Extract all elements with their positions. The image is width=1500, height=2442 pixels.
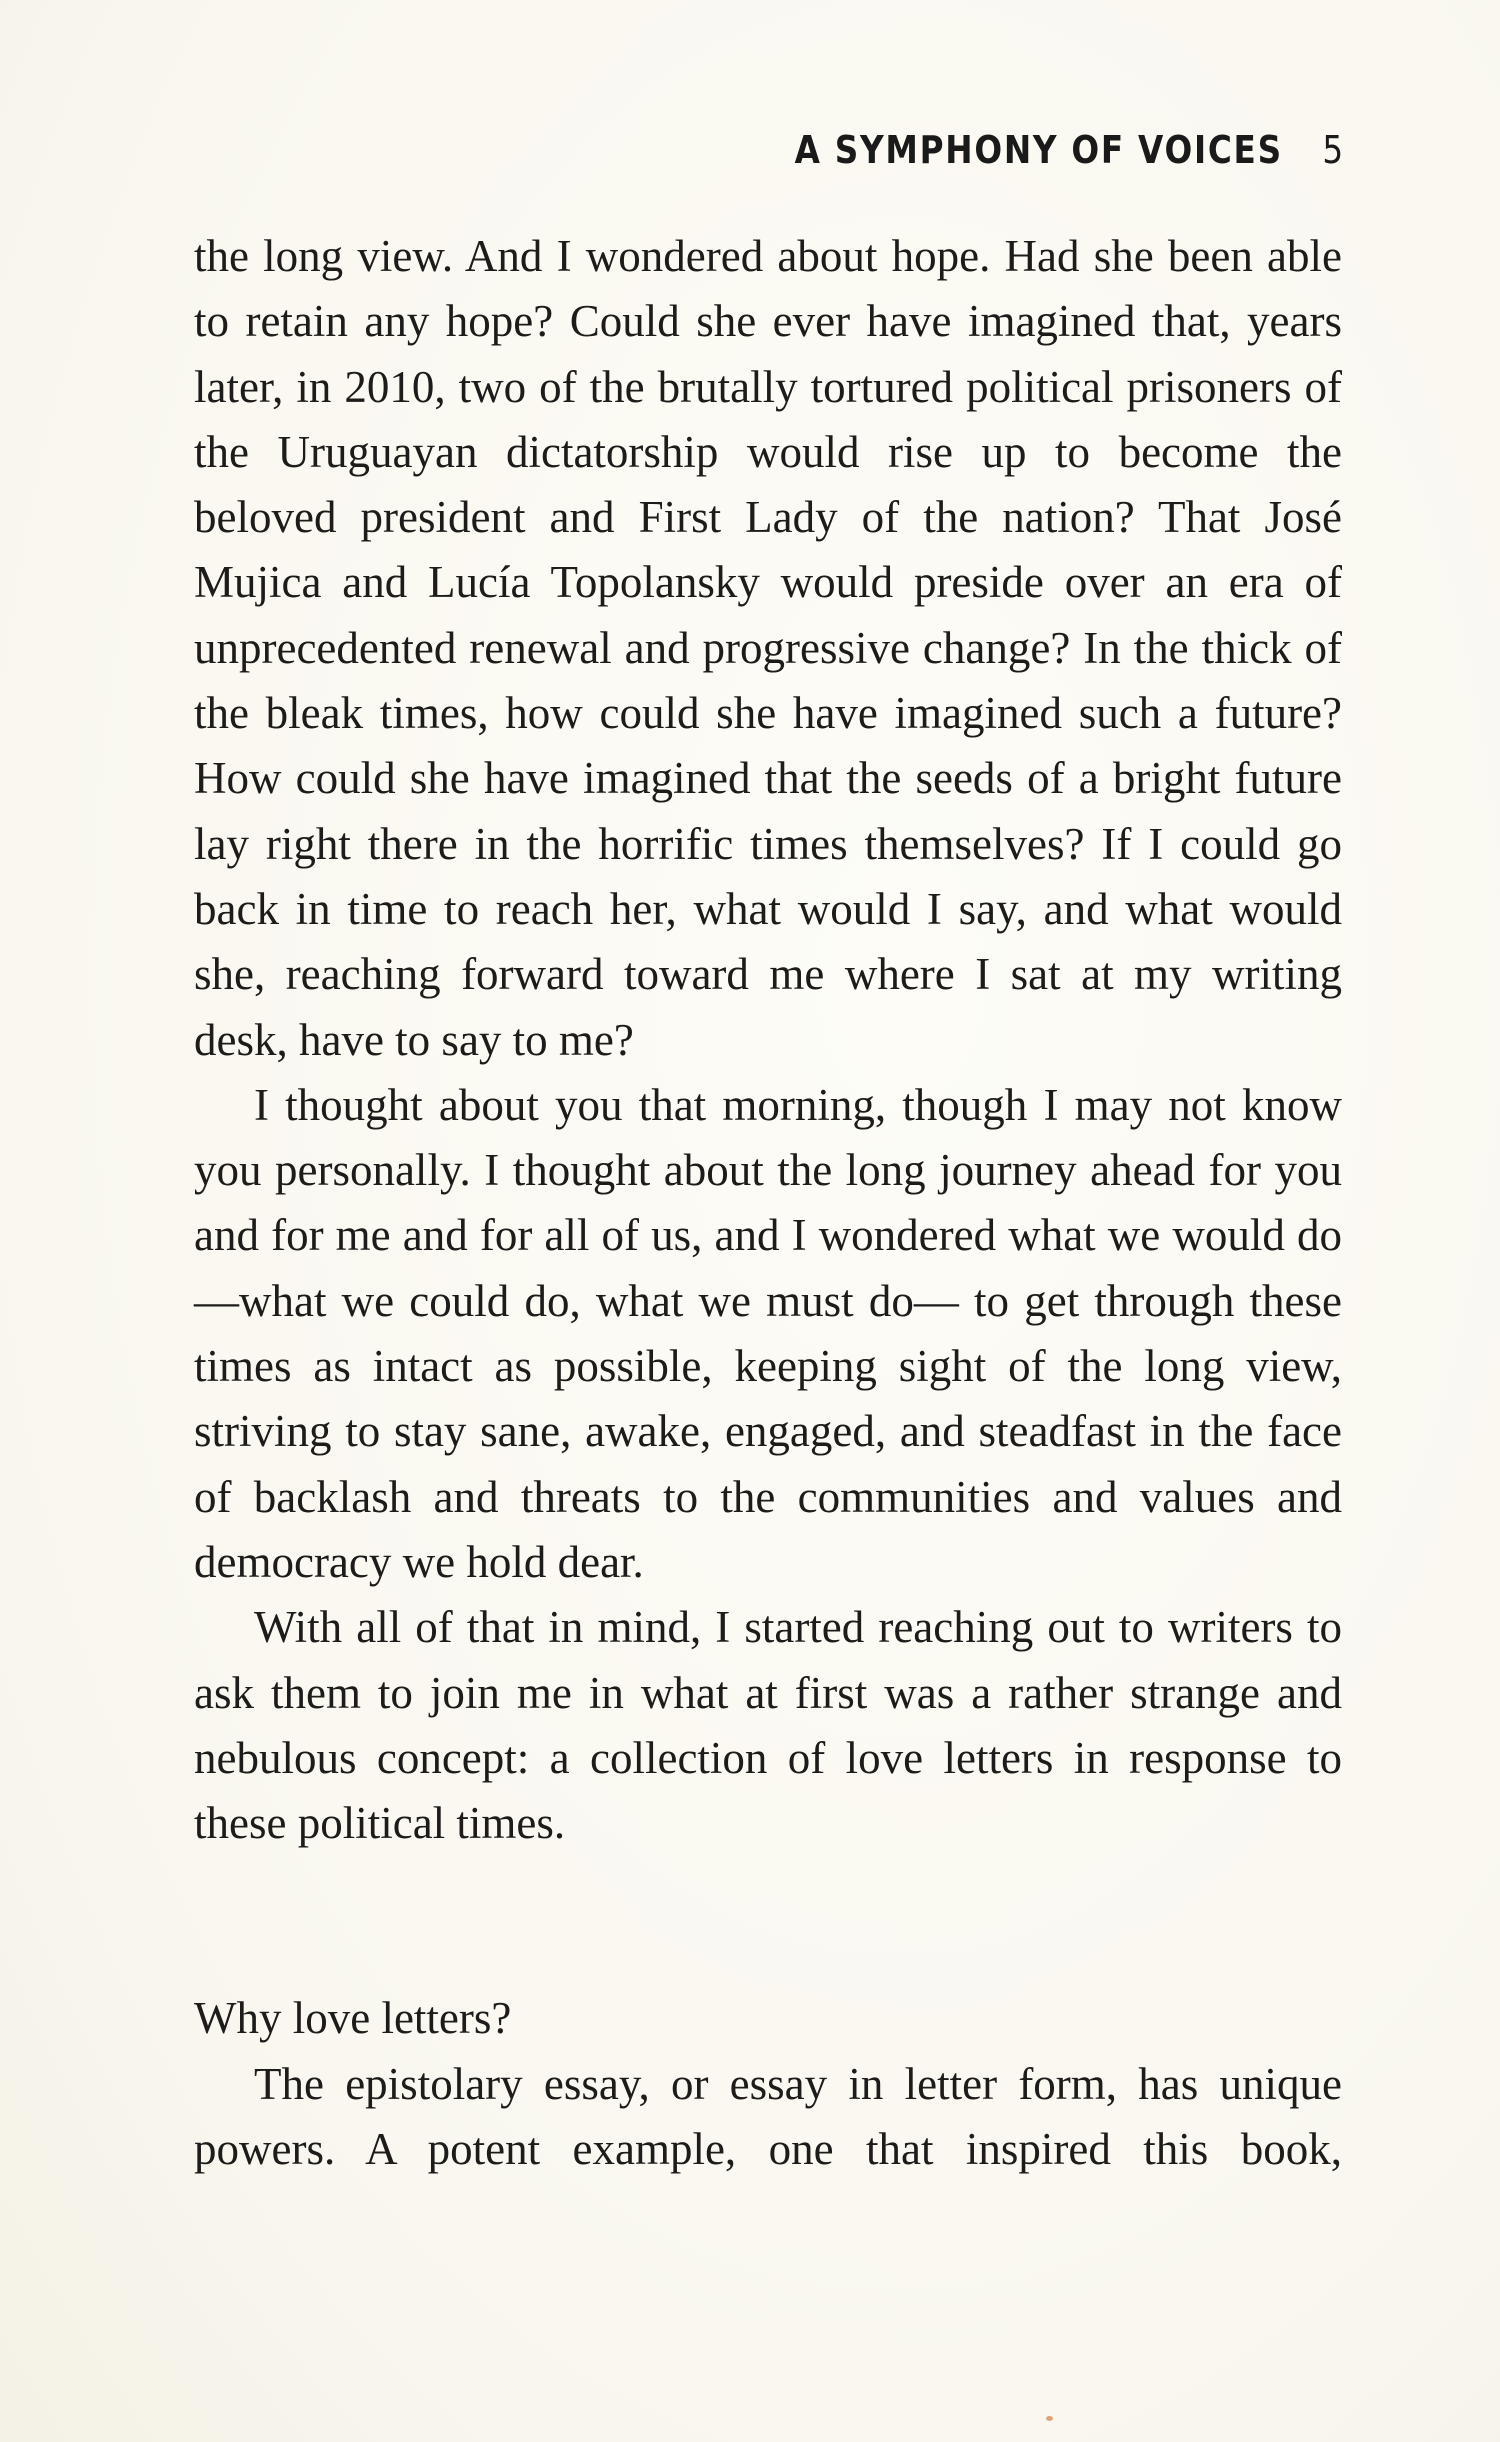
section-opening-line: Why love letters? (194, 1993, 512, 2044)
paper-speck (1046, 2416, 1053, 2421)
paragraph: I thought about you that morning, though I may not know you personally. I thought about the long journey ahead for you and for me and for all of us, and I wondered what we would do—what we could do, what we must do— to get through these times as intact as possible, keeping sight of the long view, striving to stay sane, awake, engaged, and steadfast in the face of backlash and threats to the communities and values and democracy we hold dear. (194, 1079, 1342, 1587)
running-head (795, 128, 1345, 172)
paragraph: The epistolary essay, or essay in letter form, has unique powers. A potent example, one that inspired this book, (194, 2058, 1342, 2175)
body-text (194, 224, 1342, 2182)
paragraph: With all of that in mind, I started reaching out to writers to ask them to join me in what at first was a rather strange and nebulous concept: a collection of love letters in response to these political times. (194, 1602, 1342, 1849)
page-number: 5 (1322, 128, 1345, 172)
paragraph-continued: the long view. And I wondered about hope. Had she been able to retain any hope? Could she ever have imagined that, years later, in 2010, two of the brutally tortured political prisoners of the Uruguayan dictatorship would rise up to become the beloved president and First Lady of the nation? That José Mujica and Lucía Topolansky would preside over an era of unprecedented renewal and progressive change? In the thick of the bleak times, how could she have imagined such a future? How could she have imagined that the seeds of a bright future lay right there in the horrific times themselves? If I could go back in time to reach her, what would I say, and what would she, reaching forward toward me where I sat at my writing desk, have to say to me? (194, 231, 1342, 1065)
running-title: A SYMPHONY OF VOICES (794, 128, 1283, 172)
